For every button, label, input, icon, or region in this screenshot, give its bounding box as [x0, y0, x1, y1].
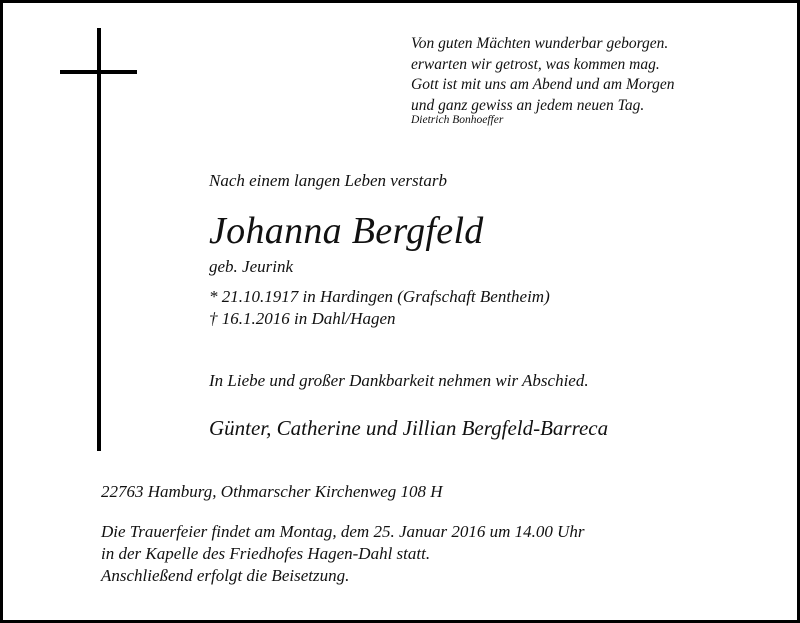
birth-date: * 21.10.1917 in Hardingen (Grafschaft Bentheim) — [209, 287, 550, 306]
maiden-name: geb. Jeurink — [209, 257, 294, 276]
poem-line: und ganz gewiss an jedem neuen Tag. — [411, 96, 645, 114]
poem-quote — [411, 34, 675, 127]
cross-vertical-bar — [97, 28, 101, 451]
funeral-details — [101, 521, 585, 587]
poem-line: Von guten Mächten wunderbar geborgen. — [411, 35, 669, 52]
intro-text: Nach einem langen Leben verstarb — [209, 171, 447, 190]
poem-author: Dietrich Bonhoeffer — [411, 114, 504, 126]
death-date: † 16.1.2016 in Dahl/Hagen — [209, 309, 396, 328]
funeral-line: in der Kapelle des Friedhofes Hagen-Dahl statt. — [101, 544, 431, 563]
mourners-names: Günter, Catherine und Jillian Bergfeld-Barreca — [209, 416, 609, 440]
deceased-name: Johanna Bergfeld — [209, 210, 484, 252]
cross-horizontal-bar — [60, 70, 137, 74]
funeral-line: Die Trauerfeier findet am Montag, dem 25. Januar 2016 um 14.00 Uhr — [101, 522, 585, 541]
poem-line: erwarten wir getrost, was kommen mag. — [411, 55, 660, 73]
funeral-line: Anschließend erfolgt die Beisetzung. — [101, 566, 350, 585]
family-address: 22763 Hamburg, Othmarscher Kirchenweg 108 H — [101, 482, 443, 501]
farewell-text: In Liebe und großer Dankbarkeit nehmen wir Abschied. — [209, 371, 589, 390]
poem-line: Gott ist mit uns am Abend und am Morgen — [411, 76, 675, 93]
